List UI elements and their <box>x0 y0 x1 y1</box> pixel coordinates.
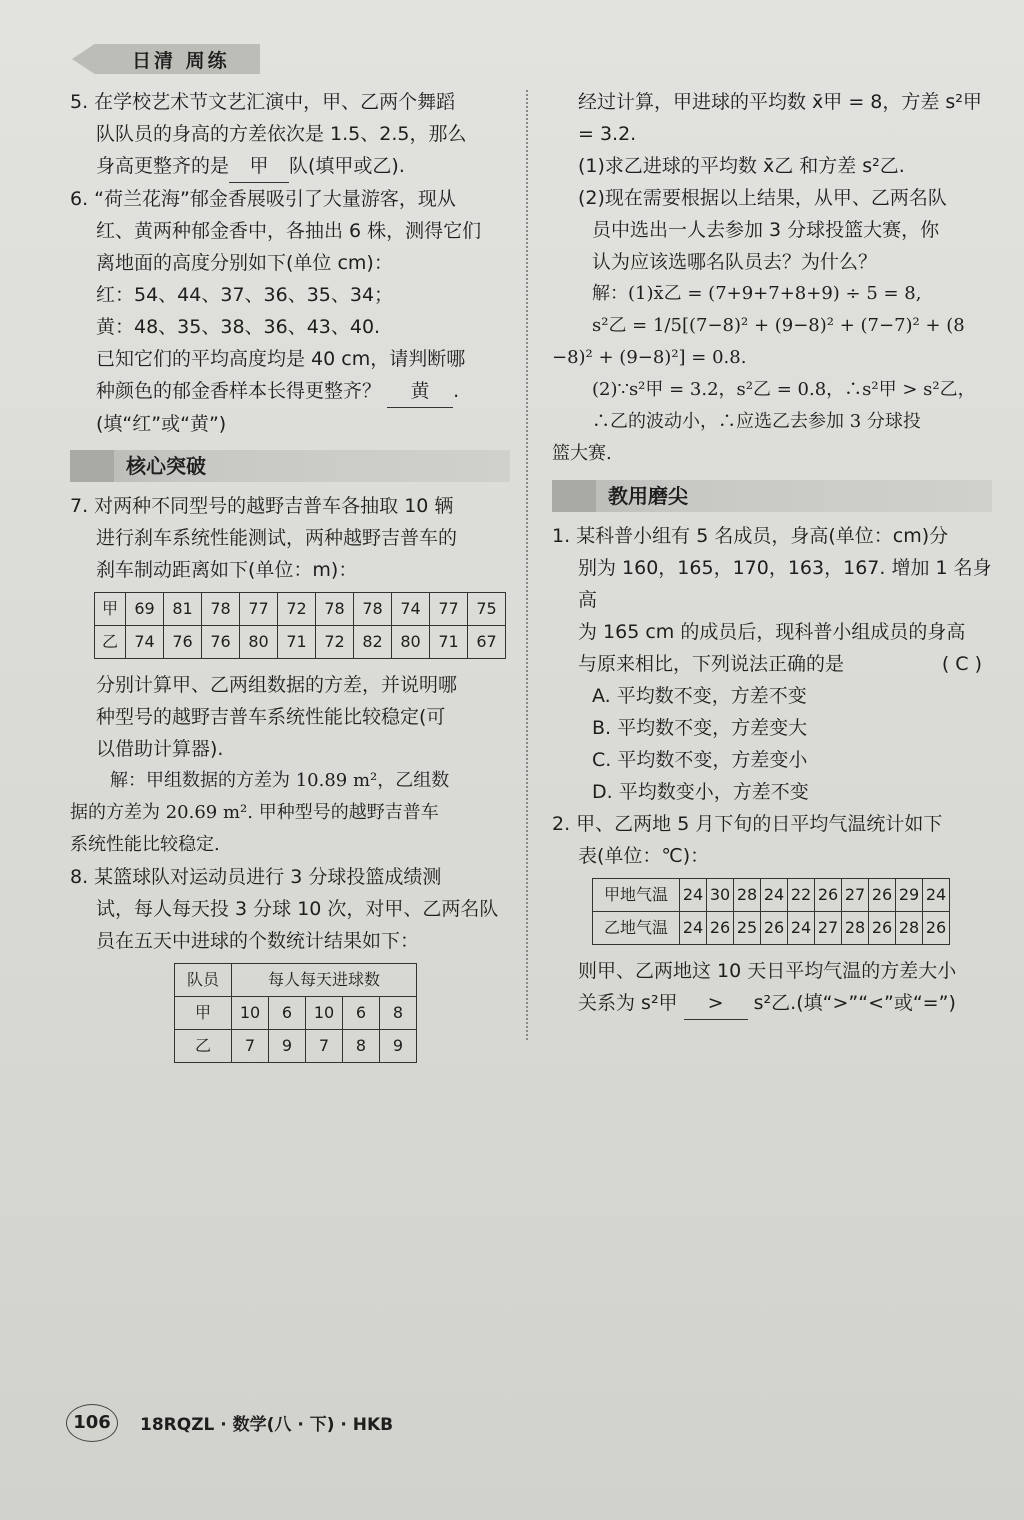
table-row: 甲 69 81 78 77 72 78 78 74 77 75 <box>95 593 506 626</box>
q8-line3: 员在五天中进球的个数统计结果如下： <box>96 930 420 952</box>
q7-line2: 进行刹车系统性能测试，两种越野吉普车的 <box>96 527 458 549</box>
r2-line1: 2. 甲、乙两地 5 月下旬的日平均气温统计如下 <box>552 813 943 835</box>
q8-solution-1: 解：(1)x̄乙 = (7+9+7+8+9) ÷ 5 = 8, <box>592 283 922 304</box>
r1-option-b: B. 平均数不变，方差变大 <box>592 717 808 739</box>
r1-line4: 与原来相比，下列说法正确的是 ( C ) <box>552 648 992 680</box>
table-row: 队员 每人每天进球数 <box>175 964 417 997</box>
q6-line7: 种颜色的郁金香样本长得更整齐？ 黄 . <box>70 375 510 408</box>
q6-line1: 6. “荷兰花海”郁金香展吸引了大量游客，现从 <box>70 188 456 210</box>
q5-line2: 队队员的身高的方差依次是 1.5、2.5，那么 <box>96 123 467 145</box>
section-heading-core: 核心突破 <box>70 450 510 482</box>
r1-line2: 别为 160，165，170，163，167. 增加 1 名身高 <box>578 557 992 611</box>
q8-line1: 8. 某篮球队对运动员进行 3 分球投篮成绩测 <box>70 866 442 888</box>
q7-line6: 以借助计算器). <box>96 738 224 760</box>
q6-line3: 离地面的高度分别如下(单位 cm)： <box>96 252 393 274</box>
q8-cont-4: (2)现在需要根据以上结果，从甲、乙两名队 <box>578 187 947 209</box>
r1-line3: 为 165 cm 的成员后，现科普小组成员的身高 <box>578 621 966 643</box>
q6-line8: (填“红”或“黄”) <box>96 413 227 435</box>
q5-line3: 身高更整齐的是 甲 队(填甲或乙). <box>70 150 510 183</box>
q7-line4: 分别计算甲、乙两组数据的方差，并说明哪 <box>96 674 458 696</box>
q5-answer: 甲 <box>229 150 289 183</box>
q8-solution-3: −8)² + (9−8)²] = 0.8. <box>552 347 747 368</box>
q6-line6: 已知它们的平均高度均是 40 cm，请判断哪 <box>96 348 466 370</box>
q7-solution-2: 据的方差为 20.69 m². 甲种型号的越野吉普车 <box>70 802 439 823</box>
q8-solution-2: s²乙 = 1/5[(7−8)² + (9−8)² + (7−7)² + (8 <box>592 315 965 336</box>
q7-line3: 刹车制动距离如下(单位：m)： <box>96 559 358 581</box>
r1-option-a: A. 平均数不变，方差不变 <box>592 685 807 707</box>
q7-line5: 种型号的越野吉普车系统性能比较稳定(可 <box>96 706 446 728</box>
table-row: 乙 74 76 76 80 71 72 82 80 71 67 <box>95 626 506 659</box>
left-column <box>70 86 510 1073</box>
r2-line4: 关系为 s²甲 > s²乙.(填“>”“<”或“=”) <box>552 987 992 1020</box>
r2-table <box>592 878 950 945</box>
q8-solution-4: (2)∵s²甲 = 3.2，s²乙 = 0.8，∴s²甲 > s²乙， <box>592 379 976 400</box>
q7-line1: 7. 对两种不同型号的越野吉普车各抽取 10 辆 <box>70 495 454 517</box>
q7-solution-1: 解：甲组数据的方差为 10.89 m²，乙组数 <box>110 770 450 791</box>
column-divider <box>526 90 528 1040</box>
table-row: 甲地气温 24 30 28 24 22 26 27 26 29 24 <box>593 879 950 912</box>
table-row: 甲 10 6 10 6 8 <box>175 997 417 1030</box>
q8-cont-3: (1)求乙进球的平均数 x̄乙 和方差 s²乙. <box>578 155 905 177</box>
table-row: 乙地气温 24 26 25 26 24 27 28 26 28 26 <box>593 912 950 945</box>
r1-option-c: C. 平均数不变，方差变小 <box>592 749 808 771</box>
q8-solution-6: 篮大赛. <box>552 443 612 464</box>
r1-line1: 1. 某科普小组有 5 名成员，身高(单位：cm)分 <box>552 525 949 547</box>
section-heading-teaching: 教用磨尖 <box>552 480 992 512</box>
r1-option-d: D. 平均数变小，方差不变 <box>592 781 809 803</box>
q8-solution-5: ∴乙的波动小，∴应选乙去参加 3 分球投 <box>592 411 921 432</box>
q8-cont-1: 经过计算，甲进球的平均数 x̄甲 = 8，方差 s²甲 <box>578 91 982 113</box>
q6-yellow: 黄：48、35、38、36、43、40. <box>96 316 381 338</box>
header-title: 日清 周练 <box>132 50 230 72</box>
table-row: 乙 7 9 7 8 9 <box>175 1030 417 1063</box>
q8-cont-5: 员中选出一人去参加 3 分球投篮大赛，你 <box>592 219 940 241</box>
q7-table <box>94 592 506 659</box>
q6-red: 红：54、44、37、36、35、34； <box>96 284 394 306</box>
r2-line3: 则甲、乙两地这 10 天日平均气温的方差大小 <box>578 960 957 982</box>
q7-solution-3: 系统性能比较稳定. <box>70 834 220 855</box>
r2-answer: > <box>684 987 748 1020</box>
q6-line2: 红、黄两种郁金香中，各抽出 6 株，测得它们 <box>96 220 482 242</box>
q8-cont-2: = 3.2. <box>578 123 637 145</box>
footer-book-code: 18RQZL · 数学(八 · 下) · HKB <box>140 1415 394 1435</box>
right-column <box>552 86 992 1020</box>
page-number: 106 <box>66 1404 118 1442</box>
r2-line2: 表(单位：℃)： <box>578 845 710 867</box>
q8-cont-6: 认为应该选哪名队员去？为什么？ <box>592 251 878 273</box>
r1-answer: ( C ) <box>941 653 982 675</box>
q5-line1: 5. 在学校艺术节文艺汇演中，甲、乙两个舞蹈 <box>70 91 456 113</box>
q8-table <box>174 963 417 1063</box>
q8-line2: 试，每人每天投 3 分球 10 次，对甲、乙两名队 <box>96 898 499 920</box>
q6-answer: 黄 <box>387 375 453 408</box>
